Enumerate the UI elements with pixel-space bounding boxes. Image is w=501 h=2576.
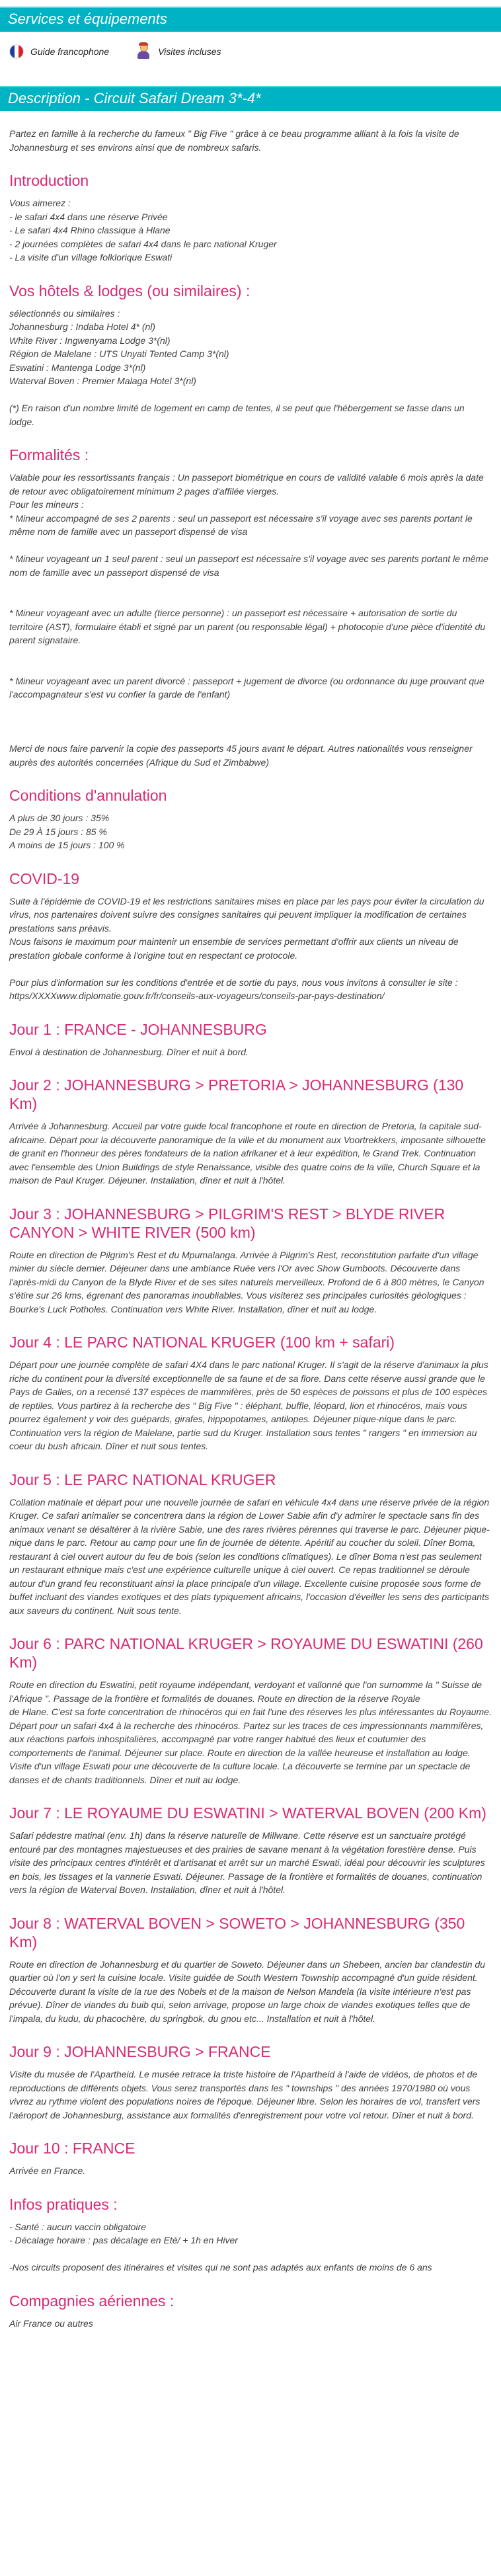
formalites-heading: Formalités : xyxy=(9,446,89,463)
services-list xyxy=(0,32,501,74)
day-title: Jour 5 : LE PARC NATIONAL KRUGER xyxy=(9,1470,276,1488)
list-item: - le safari 4x4 dans une réserve Privée xyxy=(9,211,168,222)
list-item: - Décalage horaire : pas décalage en Eté/ + 1h en Hiver xyxy=(9,2235,238,2245)
day-text: Safari pédestre matinal (env. 1h) dans la réserve naturelle de Millwane. Cette réserve est un sanctuaire protégé entouré par des montagnes majestueuses et des prairies de savane menant à la végétation forestière dense. Puis visite des principaux centres d'intérêt et d'artisanat et arrêt sur un marché Eswati, idéal pour découvrir les sculptures en bois, les tissages et la vannerie Eswati. Déjeuner. Passage de la frontière et formalités de douanes, continuation vers la région de Waterval Boven. Installation, dîner et nuit à l'hôtel. xyxy=(9,1830,485,1895)
day-title: Jour 10 : FRANCE xyxy=(9,2140,135,2157)
hotels-heading: Vos hôtels & lodges (ou similaires) : xyxy=(9,282,251,300)
hotels-list xyxy=(9,307,492,388)
introduction-heading: Introduction xyxy=(9,172,89,189)
service-item-visits xyxy=(135,44,221,60)
service-item-guide xyxy=(9,44,109,59)
formalites-line: * Mineur voyageant un 1 seul parent : seul un passeport est nécessaire s'il voyage avec ses parents portant le même nom de famille avec un passeport dispensé de visa xyxy=(9,553,488,578)
services-section-title: Services et équipements xyxy=(0,7,501,32)
list-item: Vous aimerez : xyxy=(9,198,71,208)
service-label: Guide francophone xyxy=(30,46,110,57)
formalites-line: * Mineur accompagné de ses 2 parents : seul un passeport est nécessaire s'il voyage avec ses parents portant le même nom de famille avec un passeport dispensé de visa xyxy=(9,512,473,537)
list-item: - Le safari 4x4 Rhino classique à Hlane xyxy=(9,225,171,235)
covid-text: Suite à l'épidémie de COVID-19 et les restrictions sanitaires mises en place par les pays pour éviter la circulation du virus, nos partenaires doivent suivre des consignes sanitaires qui peuvent impliquer la modification de certaines prestations sans préavis. Nous faisons le maximum pour maintenir un ensemble de services permettant d'offrir aux clients un niveau de prestation globale conforme à l'origine tout en respectant ce protocole. xyxy=(9,895,484,961)
hotels-note: (*) En raison d'un nombre limité de logement en camp de tentes, il se peut que l'hébergement se fasse dans un lodge. xyxy=(9,403,465,427)
french-flag-icon xyxy=(9,44,24,59)
service-label: Visites incluses xyxy=(158,46,221,57)
list-item: Johannesburg : Indaba Hotel 4* (nl) xyxy=(9,321,156,332)
day-title: Jour 6 : PARC NATIONAL KRUGER > ROYAUME DU ESWATINI (260 Km) xyxy=(9,1635,483,1671)
day-text: Collation matinale et départ pour une nouvelle journée de safari en véhicule 4x4 dans une réserve privée de la région Kruger. Ce safari animalier se concentrera dans la région de Lower Sabie afin d'y admirer le spectacle sans fin des animaux venant se désaltérer à la rivière Sabie, une des rares rivières pérennes qui traverse le parc. Déjeuner pique-nique dans le parc. Retour au camp pour une fin de journée de détente. Apéritif au coucher du soleil. Dîner Boma, restaurant à ciel ouvert autour du feu de bois (selon les conditions climatiques). Le dîner Boma n'est pas seulement un restaurant ethnique mais c'est une expérience culturelle unique à ciel ouvert. Ce repas traditionnel se déroule autour d'un grand feu reconstituant ainsi la place principale d'un village. Excellente cuisine proposée sous forme de buffet incluant des viandes exotiques et des plats typiquement africains, l'occasion d'éveiller les sens des participants aux saveurs du continent. Nuit sous tente. xyxy=(9,1496,490,1616)
guided-visits-icon xyxy=(135,44,151,60)
day-text: Route en direction de Pilgrim's Rest et du Mpumalanga. Arrivée à Pilgrim's Rest, reconstitution parfaite d'un village minier du siècle dernier. Déjeuner dans une ambiance Ruée vers l'Or avec Show Gumboots. Découverte dans l'après-midi du Canyon de la Blyde River et de ses sites naturels merveilleux. Profond de 6 à 800 mètres, le Canyon s'étire sur 26 kms, égrenant des panoramas inoubliables. Vous visiterez ses principales curiosités géologiques : Bourke's Luck Potholes. Continuation vers White River. Installation, dîner et nuit au lodge. xyxy=(9,1249,484,1314)
day-title: Jour 8 : WATERVAL BOVEN > SOWETO > JOHANNESBURG (350 Km) xyxy=(9,1914,465,1951)
list-item: - La visite d'un village folklorique Eswati xyxy=(9,252,173,262)
list-item: De 29 À 15 jours : 85 % xyxy=(9,826,107,837)
description-section-title: Description - Circuit Safari Dream 3*-4* xyxy=(0,86,501,111)
infos-note: -Nos circuits proposent des itinéraires et visites qui ne sont pas adaptés aux enfants de moins de 6 ans xyxy=(9,2262,432,2273)
description-intro: Partez en famille à la recherche du fameux " Big Five " grâce à ce beau programme alliant à la fois la visite de Johannesburg et ses environs ainsi que de nombreux safaris. xyxy=(9,128,459,153)
introduction-list xyxy=(9,196,492,264)
list-item: Eswatini : Mantenga Lodge 3*(nl) xyxy=(9,362,146,373)
day-text: Envol à destination de Johannesburg. Dîner et nuit à bord. xyxy=(9,1046,249,1057)
day-title: Jour 1 : FRANCE - JOHANNESBURG xyxy=(9,1020,267,1038)
compagnies-heading: Compagnies aériennes : xyxy=(9,2292,174,2310)
list-item: sélectionnés ou similaires : xyxy=(9,307,120,319)
list-item: Région de Malelane : UTS Unyati Tented Camp 3*(nl) xyxy=(9,348,229,359)
day-title: Jour 7 : LE ROYAUME DU ESWATINI > WATERVAL BOVEN (200 Km) xyxy=(9,1804,486,1822)
annulation-heading: Conditions d'annulation xyxy=(9,787,167,804)
list-item: Waterval Boven : Premier Malaga Hotel 3*(nl) xyxy=(9,376,196,386)
formalites-content xyxy=(9,471,492,769)
day-text: Arrivée en France. xyxy=(9,2165,86,2176)
list-item: A moins de 15 jours : 100 % xyxy=(9,840,125,850)
covid-link-text: Pour plus d'information sur les conditions d'entrée et de sortie du pays, nous vous invitons à consulter le site : https/XXXXwww.diplomatie.gouv.fr/fr/conseils-aux-voyageurs/conseils-par-pays-destination/ xyxy=(9,977,458,1001)
day-text: Visite du musée de l'Apartheid. Le musée retrace la triste histoire de l'Apartheid à l'aide de vidéos, de photos et de reproductions de différents objets. Vous serez transportés dans les " townships " des années 1970/1980 où vous vivrez au rythme violent des populations noires de l'époque. Déjeuner libre. Selon les horaires de vol, transfert vers l'aéroport de Johannesburg, assistance aux formalités d'enregistrement pour votre vol retour. Dîner et nuit à bord. xyxy=(9,2069,481,2120)
annulation-list xyxy=(9,811,492,852)
infos-heading: Infos pratiques : xyxy=(9,2195,118,2213)
day-title: Jour 4 : LE PARC NATIONAL KRUGER (100 km + safari) xyxy=(9,1334,395,1351)
formalites-line: * Mineur voyageant avec un adulte (tierce personne) : un passeport est nécessaire + autorisation de sortie du territoire (AST), formulaire établi et signé par un parent (ou responsable légal) + photocopie d'une pièce d'identité du parent signataire. xyxy=(9,608,486,645)
list-item: - Santé : aucun vaccin obligatoire xyxy=(9,2221,147,2232)
day-text: Route en direction du Eswatini, petit royaume indépendant, verdoyant et vallonné que l'on surnomme la " Suisse de l'Afrique ". Passage de la frontière et formalités de douanes. Route en direction de la réserve Royale de Hlane. C'est sa forte concentration de rhinocéros qui en fait l'une des réserves les plus intéressantes du Royaume. Départ pour un safari 4x4 à la recherche des rhinocéros. Partez sur les traces de ces impressionnants mammifères, aux réactions parfois inhospitalières, accompagné par votre ranger habitué des lieux et coutumier des comportements de l'animal. Déjeuner sur place. Route en direction de la vallée heureuse et installation au lodge. Visite d'un village Eswati pour une découverte de la culture locale. La découverte se termine par un spectacle de danses et de chants traditionnels. Dîner et nuit au lodge. xyxy=(9,1679,492,1785)
list-item: White River : Ingwenyama Lodge 3*(nl) xyxy=(9,335,171,346)
day-title: Jour 9 : JOHANNESBURG > FRANCE xyxy=(9,2043,271,2060)
compagnies-text: Air France ou autres xyxy=(9,2317,93,2329)
covid-heading: COVID-19 xyxy=(9,869,80,887)
description-content xyxy=(0,111,501,2344)
day-title: Jour 3 : JOHANNESBURG > PILGRIM'S REST > BLYDE RIVER CANYON > WHITE RIVER (500 km) xyxy=(9,1205,445,1241)
formalites-line: * Mineur voyageant avec un parent divorcé : passeport + jugement de divorce (ou ordonnance du juge prouvant que l'accompagnateur s'est vu confier la garde de l'enfant) xyxy=(9,675,484,700)
day-text: Arrivée à Johannesburg. Accueil par votre guide local francophone et route en direction de Pretoria, la capitale sud-africaine. Départ pour la découverte panoramique de la ville et du monument aux Voortrekkers, imposante silhouette de granit en l'honneur des pères fondateurs de la nation afrikaner et à leur expédition, le Grand Trek. Continuation avec l'ensemble des Union Buildings de style Renaissance, visible des quatre coins de la ville, Church Square et la maison de Paul Kruger. Déjeuner. Installation, dîner et nuit à l'hôtel. xyxy=(9,1121,486,1186)
list-item: - 2 journées complètes de safari 4x4 dans le parc national Kruger xyxy=(9,238,277,249)
day-title: Jour 2 : JOHANNESBURG > PRETORIA > JOHANNESBURG (130 Km) xyxy=(9,1076,464,1112)
day-text: Départ pour une journée complète de safari 4X4 dans le parc national Kruger. Il s'agit de la réserve d'animaux la plus riche du continent pour la diversité exceptionnelle de sa faune et de sa flore. Dans cette réserve aussi grande que le Pays de Galles, on a recensé 137 espèces de mammifères, près de 50 espèces de poissons et plus de 100 espèces de reptiles. Vous partirez à la recherche des " Big Five " : éléphant, buffle, léopard, lion et rhinocéros, mais vous pourrez également y voir des guépards, girafes, hippopotames, antilopes. Déjeuner pique-nique dans le parc. Continuation vers la région de Malelane, partie sud du Kruger. Installation sous tentes " rangers " en immersion au coeur du bush africain. Dîner et nuit sous tentes. xyxy=(9,1359,488,1451)
list-item: A plus de 30 jours : 35% xyxy=(9,813,110,823)
formalites-line: Pour les mineurs : xyxy=(9,499,84,510)
formalites-line: Valable pour les ressortissants français : Un passeport biométrique en cours de validité valable 6 mois après la date de retour avec obligatoirement minimum 2 pages d'affilée vierges. xyxy=(9,472,484,497)
formalites-line: Merci de nous faire parvenir la copie des passeports 45 jours avant le départ. Autres nationalités vous renseigner auprès des autorités concernées (Afrique du Sud et Zimbabwe) xyxy=(9,743,473,768)
day-text: Route en direction de Johannesburg et du quartier de Soweto. Déjeuner dans un Shebeen, ancien bar clandestin du quartier où l'on y sert la cuisine locale. Visite guidée de South Western Township accompagné d'un guide résident. Découverte durant la visite de la rue des Nobels et de la maison de Nelson Mandela (la visite intérieure n'est pas prévue). Dîner de viandes du buib qui, selon arrivage, propose un large choix de viandes exotiques telles que de l'impala, du kudu, du phacochère, du springbok, du gnou etc... Installation et nuit à l'hôtel. xyxy=(9,1958,485,2024)
